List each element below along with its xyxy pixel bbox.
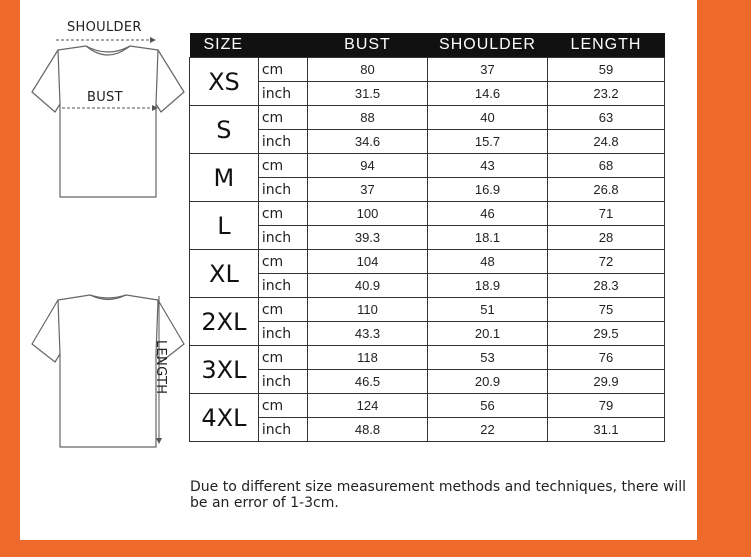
length-cell: 24.8 [548,130,665,154]
length-cell: 29.9 [548,370,665,394]
table-row [190,250,665,274]
table-row [190,298,665,322]
bust-cell: 80 [308,58,428,82]
table-row [190,274,665,298]
bust-cell: 124 [308,394,428,418]
table-row [190,346,665,370]
table-row [190,58,665,82]
bust-cell: 46.5 [308,370,428,394]
bust-cell: 39.3 [308,226,428,250]
bust-cell: 48.8 [308,418,428,442]
shoulder-cell: 22 [428,418,548,442]
unit-cell: cm [258,250,307,274]
size-cell: 4XL [190,394,259,442]
unit-cell: cm [258,202,307,226]
header-length: LENGTH [548,33,665,58]
table-row [190,82,665,106]
measurement-note: Due to different size measurement methods and techniques, there will be an error of 1-3cm. [190,479,687,511]
bust-cell: 110 [308,298,428,322]
table-row [190,370,665,394]
unit-cell: cm [258,154,307,178]
length-cell: 71 [548,202,665,226]
table-row [190,202,665,226]
size-cell: XL [190,250,259,298]
bust-cell: 43.3 [308,322,428,346]
length-cell: 23.2 [548,82,665,106]
length-cell: 75 [548,298,665,322]
bust-cell: 94 [308,154,428,178]
size-table [189,33,665,442]
bust-label: BUST [87,90,123,105]
table-row [190,322,665,346]
shoulder-cell: 14.6 [428,82,548,106]
unit-cell: inch [258,130,307,154]
unit-cell: cm [258,106,307,130]
size-cell: S [190,106,259,154]
length-cell: 63 [548,106,665,130]
shoulder-cell: 15.7 [428,130,548,154]
length-cell: 72 [548,250,665,274]
length-cell: 28 [548,226,665,250]
unit-cell: cm [258,58,307,82]
bust-cell: 37 [308,178,428,202]
unit-cell: cm [258,394,307,418]
header-shoulder: SHOULDER [428,33,548,58]
shoulder-cell: 20.1 [428,322,548,346]
length-cell: 31.1 [548,418,665,442]
length-cell: 79 [548,394,665,418]
bust-cell: 34.6 [308,130,428,154]
shoulder-cell: 53 [428,346,548,370]
unit-cell: inch [258,82,307,106]
header-bust: BUST [308,33,428,58]
shoulder-cell: 48 [428,250,548,274]
length-label: LENGTH [153,340,168,395]
shoulder-cell: 51 [428,298,548,322]
table-row [190,154,665,178]
table-row [190,106,665,130]
bust-cell: 88 [308,106,428,130]
size-cell: 3XL [190,346,259,394]
header-size: SIZE [190,33,308,58]
bust-cell: 104 [308,250,428,274]
length-cell: 76 [548,346,665,370]
table-header-row [190,33,665,58]
shoulder-cell: 18.1 [428,226,548,250]
shoulder-cell: 56 [428,394,548,418]
length-cell: 28.3 [548,274,665,298]
bust-cell: 118 [308,346,428,370]
unit-cell: inch [258,370,307,394]
tshirt-front-diagram [28,44,188,204]
size-cell: L [190,202,259,250]
length-cell: 59 [548,58,665,82]
unit-cell: inch [258,418,307,442]
table-row [190,418,665,442]
shoulder-cell: 43 [428,154,548,178]
shoulder-cell: 16.9 [428,178,548,202]
unit-cell: inch [258,226,307,250]
table-row [190,226,665,250]
length-cell: 26.8 [548,178,665,202]
unit-cell: cm [258,346,307,370]
shoulder-cell: 37 [428,58,548,82]
table-body [190,58,665,442]
unit-cell: inch [258,274,307,298]
bust-cell: 31.5 [308,82,428,106]
unit-cell: inch [258,322,307,346]
shoulder-cell: 20.9 [428,370,548,394]
shoulder-cell: 40 [428,106,548,130]
size-cell: XS [190,58,259,106]
unit-cell: inch [258,178,307,202]
shoulder-cell: 18.9 [428,274,548,298]
shoulder-label: SHOULDER [67,20,142,35]
shoulder-cell: 46 [428,202,548,226]
table-row [190,394,665,418]
table-row [190,130,665,154]
unit-cell: cm [258,298,307,322]
length-cell: 68 [548,154,665,178]
size-cell: M [190,154,259,202]
bust-cell: 100 [308,202,428,226]
bust-cell: 40.9 [308,274,428,298]
length-cell: 29.5 [548,322,665,346]
shoulder-arrow [56,36,158,44]
size-cell: 2XL [190,298,259,346]
table-row [190,178,665,202]
